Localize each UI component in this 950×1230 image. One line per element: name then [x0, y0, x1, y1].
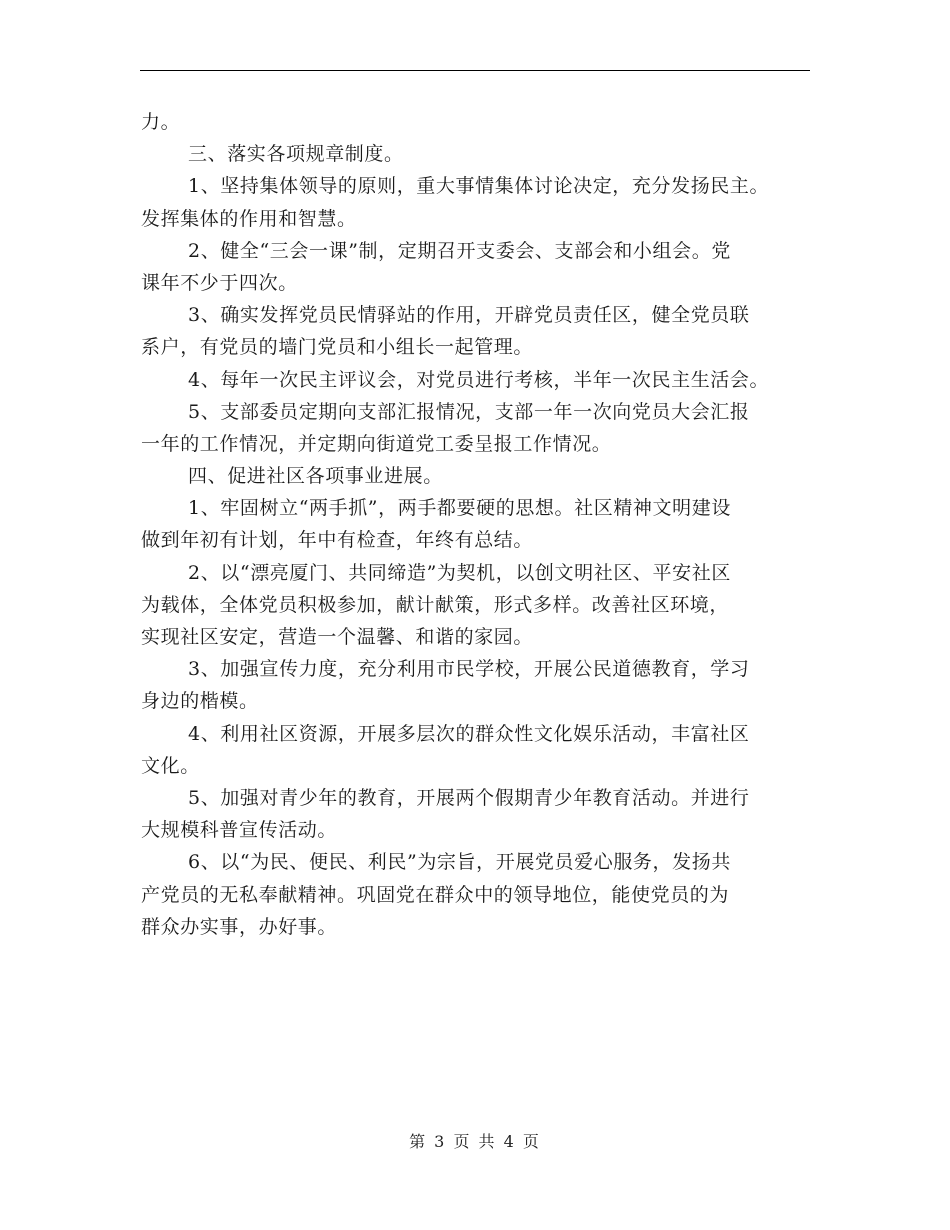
- text-line: 2、健全“三会一课”制，定期召开支委会、支部会和小组会。党: [188, 239, 731, 262]
- text-line: 3、加强宣传力度，充分利用市民学校，开展公民道德教育，学习: [188, 658, 750, 681]
- document-body: [141, 106, 813, 943]
- text-line: 发挥集体的作用和智慧。: [141, 207, 357, 230]
- text-line: 6、以“为民、便民、利民”为宗旨，开展党员爱心服务，发扬共: [188, 851, 731, 874]
- text-line: 2、以“漂亮厦门、共同缔造”为契机，以创文明社区、平安社区: [188, 561, 731, 584]
- text-line: 1、坚持集体领导的原则，重大事情集体讨论决定，充分发扬民主。: [188, 175, 770, 198]
- text-line: 4、利用社区资源，开展多层次的群众性文化娱乐活动，丰富社区: [188, 722, 750, 745]
- text-line: 5、支部委员定期向支部汇报情况，支部一年一次向党员大会汇报: [188, 400, 750, 423]
- text-line: 4、每年一次民主评议会，对党员进行考核，半年一次民主生活会。: [188, 368, 770, 391]
- text-line: 5、加强对青少年的教育，开展两个假期青少年教育活动。并进行: [188, 786, 750, 809]
- text-line: 系户，有党员的墙门党员和小组长一起管理。: [141, 336, 534, 359]
- text-line: 课年不少于四次。: [141, 271, 298, 294]
- text-line: 产党员的无私奉献精神。巩固党在群众中的领导地位，能使党员的为: [141, 883, 730, 906]
- page-number: 第 3 页 共 4 页: [409, 1132, 541, 1151]
- text-line: 四、促进社区各项事业进展。: [188, 465, 443, 488]
- text-line: 1、牢固树立“两手抓”，两手都要硬的思想。社区精神文明建设: [188, 497, 731, 520]
- text-line: 为载体，全体党员积极参加，献计献策，形式多样。改善社区环境，: [141, 593, 730, 616]
- header-rule: [140, 70, 810, 71]
- text-line: 文化。: [141, 754, 200, 777]
- text-line: 3、确实发挥党员民情驿站的作用，开辟党员责任区，健全党员联: [188, 304, 750, 327]
- text-line: 一年的工作情况，并定期向街道党工委呈报工作情况。: [141, 432, 612, 455]
- text-line: 三、落实各项规章制度。: [188, 143, 404, 166]
- text-line: 实现社区安定，营造一个温馨、和谐的家园。: [141, 626, 534, 648]
- text-line: 力。: [141, 111, 181, 133]
- text-line: 做到年初有计划，年中有检查，年终有总结。: [141, 529, 534, 552]
- text-line: 群众办实事，办好事。: [141, 915, 338, 938]
- text-line: 身边的楷模。: [141, 690, 259, 713]
- text-line: 大规模科普宣传活动。: [141, 819, 338, 842]
